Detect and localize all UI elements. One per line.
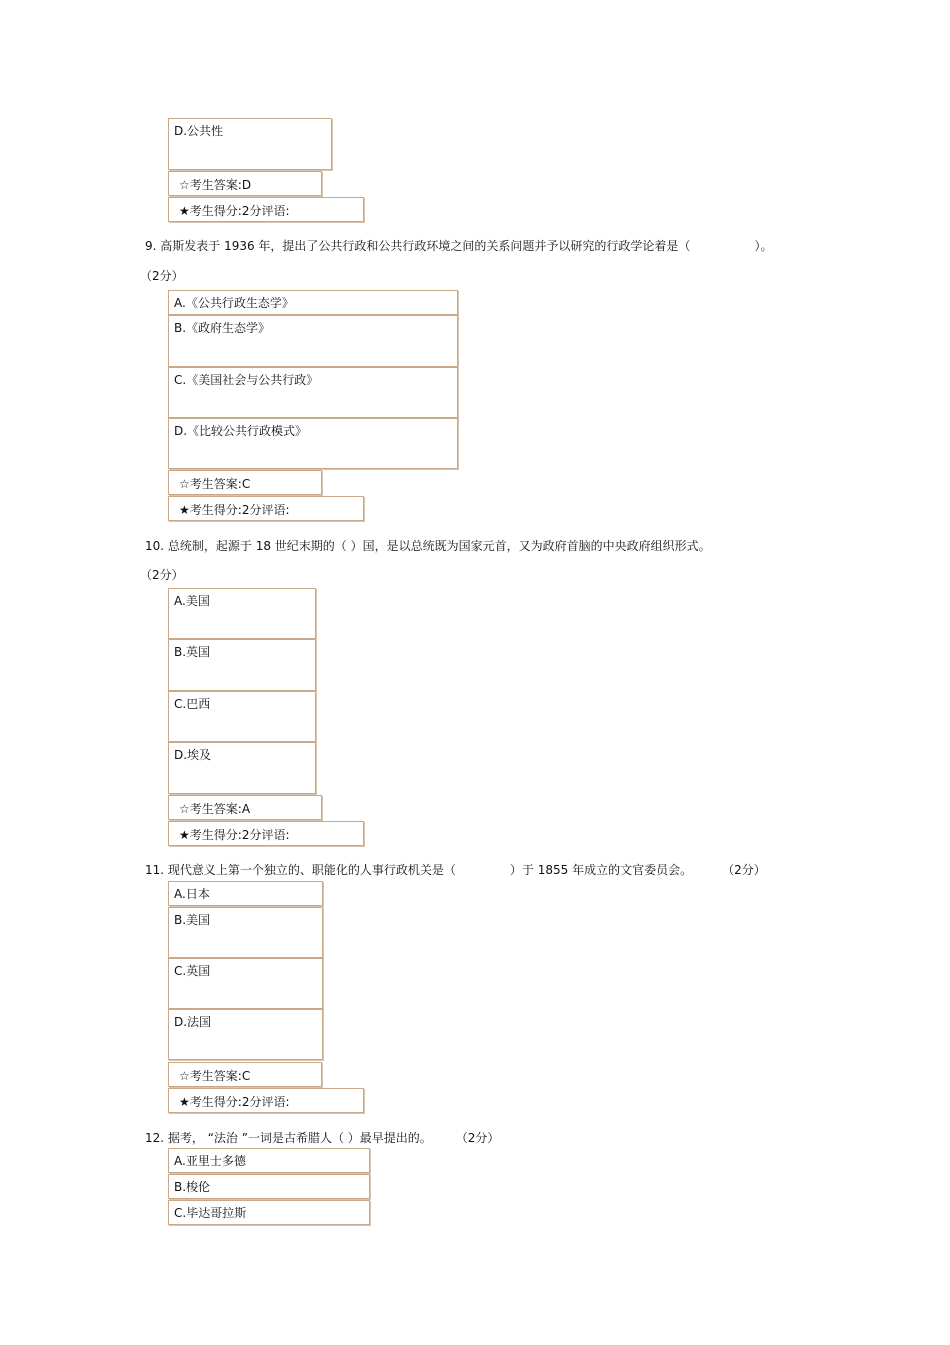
q11-points: （2分） (722, 863, 766, 877)
q10-option-b[interactable] (168, 639, 316, 691)
q11-option-b[interactable] (168, 907, 323, 958)
q10-score-value: 2 (241, 828, 250, 842)
q10-points: （2分） (140, 568, 184, 582)
q11-option-a[interactable] (168, 881, 323, 906)
q10-option-d[interactable] (168, 742, 316, 794)
q9-option-d-label: D.《比较公共行政模式》 (174, 424, 308, 438)
q11-score-value: 2 (241, 1095, 250, 1109)
q11-answer-label: ☆考生答案: (179, 1069, 242, 1083)
q8-comment-label: 评语: (261, 204, 290, 218)
q8-option-d[interactable] (168, 118, 332, 170)
q11-option-a-label: A.日本 (174, 887, 210, 901)
q9-question (145, 238, 772, 254)
q9-points: （2分） (140, 269, 184, 283)
q9-answer-box (168, 470, 322, 495)
q10-score-box (168, 821, 364, 846)
q10-answer-value: A (241, 802, 251, 816)
q10-option-a-label: A.美国 (174, 594, 210, 608)
q9-option-a-label: A.《公共行政生态学》 (174, 296, 294, 310)
q12-option-c-label: C.毕达哥拉斯 (174, 1206, 247, 1220)
q10-question: 10. 总统制，起源于 18 世纪末期的（ ）国，是以总统既为国家元首，又为政府首脑的中央政府组织形式。 (145, 539, 711, 553)
q10-score-label: ★考生得分: (179, 828, 242, 842)
q8-score-box (168, 197, 364, 222)
q12-text: 12. 据考， “法治 ”一词是古希腊人（ ）最早提出的。 (145, 1131, 432, 1145)
q11-text-part2: ）于 1855 年成立的文官委员会。 (509, 863, 693, 877)
q10-answer-box (168, 795, 322, 820)
q11-score-unit: 分 (249, 1095, 262, 1109)
q10-answer-label: ☆考生答案: (179, 802, 242, 816)
q9-score-unit: 分 (249, 503, 262, 517)
q9-text-part2: ）。 (754, 239, 773, 253)
q8-answer-box (168, 171, 322, 196)
q11-comment-label: 评语: (261, 1095, 290, 1109)
q10-option-b-label: B.英国 (174, 645, 211, 659)
q12-question (145, 1130, 499, 1146)
q11-option-d-label: D.法国 (174, 1015, 212, 1029)
q9-comment-label: 评语: (261, 503, 290, 517)
q11-option-b-label: B.美国 (174, 913, 211, 927)
q10-comment-label: 评语: (261, 828, 290, 842)
q9-score-label: ★考生得分: (179, 503, 242, 517)
q11-option-c[interactable] (168, 958, 323, 1009)
q8-answer-value: D (241, 178, 252, 192)
q9-option-c[interactable] (168, 367, 458, 418)
q8-score-unit: 分 (249, 204, 262, 218)
q11-score-label: ★考生得分: (179, 1095, 242, 1109)
q11-text-part1: 11. 现代意义上第一个独立的、职能化的人事行政机关是（ (145, 863, 456, 877)
q8-score-label: ★考生得分: (179, 204, 242, 218)
q9-answer-label: ☆考生答案: (179, 477, 242, 491)
q12-option-c[interactable] (168, 1200, 370, 1225)
q9-option-b[interactable] (168, 315, 458, 367)
q8-option-d-label: D.公共性 (174, 124, 224, 138)
q11-answer-value: C (241, 1069, 251, 1083)
q9-option-b-label: B.《政府生态学》 (174, 321, 271, 335)
q9-answer-value: C (241, 477, 251, 491)
q10-score-unit: 分 (249, 828, 262, 842)
q12-option-b-label: B.梭伦 (174, 1180, 211, 1194)
q10-option-a[interactable] (168, 588, 316, 639)
q8-score-value: 2 (241, 204, 250, 218)
q9-option-a[interactable] (168, 290, 458, 315)
q12-option-b[interactable] (168, 1174, 370, 1199)
q11-option-d[interactable] (168, 1009, 323, 1060)
q12-option-a-label: A.亚里士多德 (174, 1154, 246, 1168)
q9-option-c-label: C.《美国社会与公共行政》 (174, 373, 319, 387)
q11-option-c-label: C.英国 (174, 964, 211, 978)
q10-option-d-label: D.埃及 (174, 748, 212, 762)
q10-option-c[interactable] (168, 691, 316, 742)
q12-points: （2分） (455, 1131, 500, 1145)
q8-answer-label: ☆考生答案: (179, 178, 242, 192)
q9-score-value: 2 (241, 503, 250, 517)
q9-text-part1: 9. 高斯发表于 1936 年，提出了公共行政和公共行政环境之间的关系问题并予以研究的行政学论着是（ (145, 239, 691, 253)
q9-score-box (168, 496, 364, 521)
q11-score-box (168, 1088, 364, 1113)
q12-option-a[interactable] (168, 1148, 370, 1173)
q11-answer-box (168, 1062, 322, 1087)
q11-question (145, 862, 766, 878)
q10-option-c-label: C.巴西 (174, 697, 211, 711)
q9-option-d[interactable] (168, 418, 458, 469)
